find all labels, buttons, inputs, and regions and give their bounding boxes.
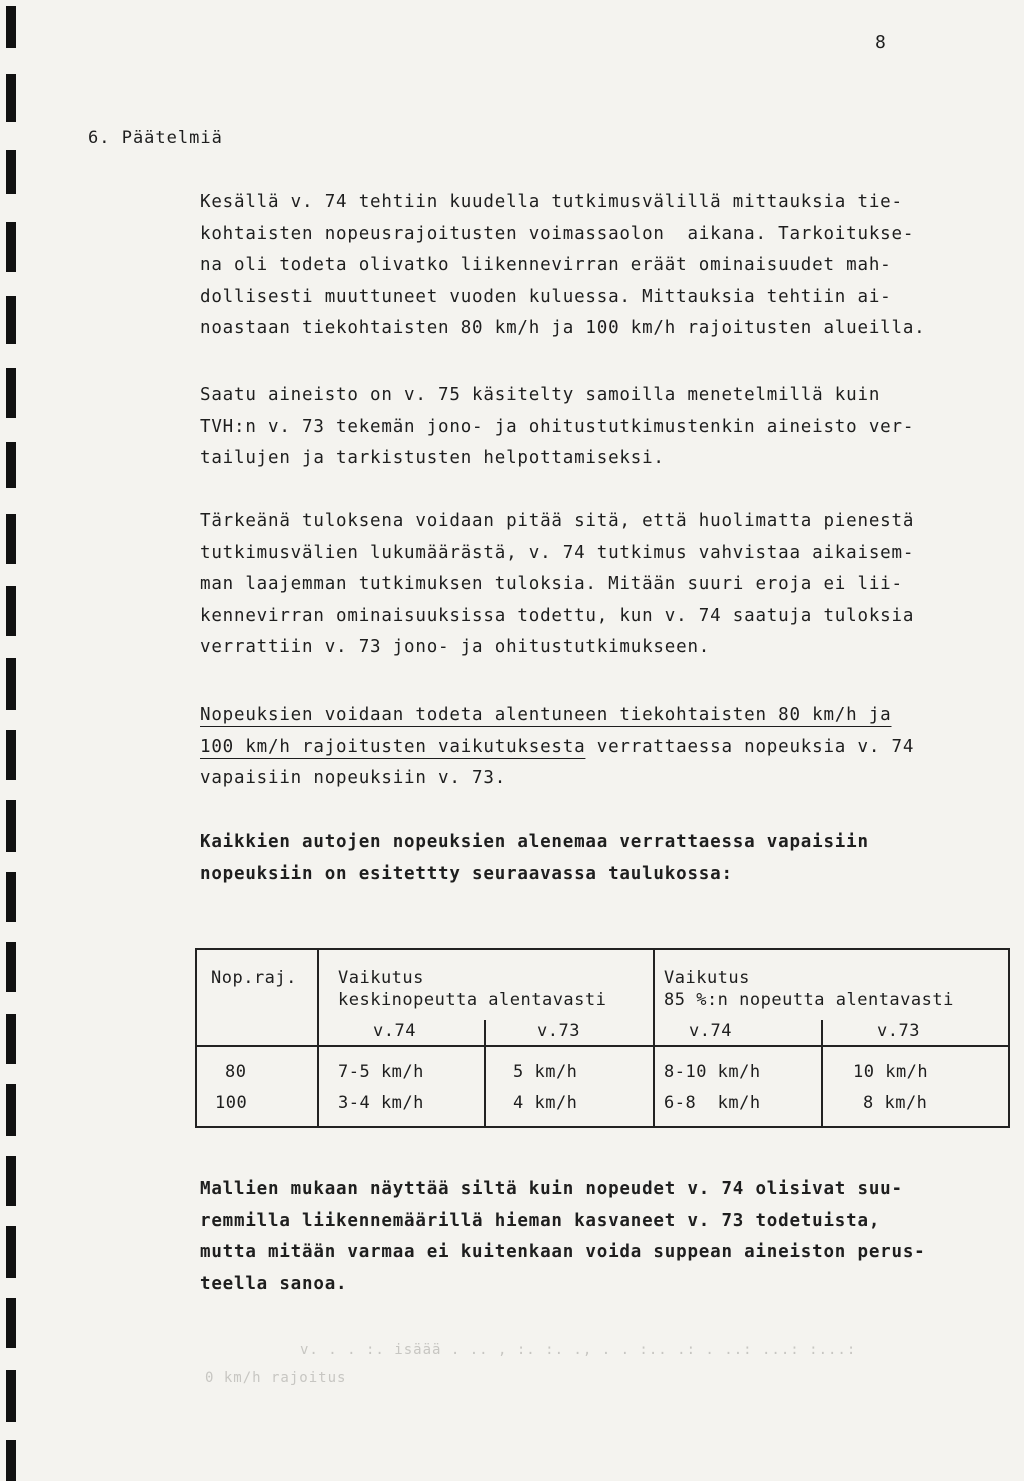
text-span: verrattaessa nopeuksia v. 74: [585, 736, 915, 757]
table-cell: 4 km/h: [513, 1093, 578, 1113]
table-header-group1: Vaikutus: [338, 968, 424, 988]
table-cell: 6-8 km/h: [664, 1093, 761, 1113]
text-line: dollisesti muuttuneet vuoden kuluessa. Mittauksia tehtiin ai-: [200, 286, 892, 307]
paragraph-material: [200, 380, 1000, 475]
table-cell: 3-4 km/h: [338, 1093, 424, 1113]
table-cell: 10 km/h: [853, 1062, 929, 1082]
binder-mark: [6, 6, 16, 48]
binder-mark: [6, 74, 16, 122]
text-line: Tärkeänä tuloksena voidaan pitää sitä, että huolimatta pienestä: [200, 511, 915, 531]
paragraph-results: [200, 506, 1000, 664]
binder-mark: [6, 514, 16, 564]
speed-reduction-table: [195, 948, 1010, 1128]
binder-mark: [6, 800, 16, 852]
text-line: TVH:n v. 73 tekemän jono- ja ohitustutkimustenkin aineisto ver-: [200, 416, 915, 437]
binder-mark: [6, 1226, 16, 1278]
underlined-text: 100 km/h rajoitusten vaikutuksesta: [200, 736, 586, 757]
binder-mark: [6, 1014, 16, 1064]
text-line: kohtaisten nopeusrajoitusten voimassaolon aikana. Tarkoitukse-: [200, 223, 915, 244]
text-line: nopeuksiin on esitettty seuraavassa taulukossa:: [200, 863, 733, 884]
table-cell-limit: 80: [225, 1062, 247, 1082]
table-subheader: v.74: [373, 1021, 416, 1041]
binder-mark: [6, 586, 16, 636]
table-cell: 8-10 km/h: [664, 1062, 761, 1082]
text-line: na oli todeta olivatko liikennevirran eräät ominaisuudet mah-: [200, 255, 892, 275]
text-line: Mallien mukaan näyttää siltä kuin nopeudet v. 74 olisivat suu-: [200, 1179, 903, 1199]
table-cell-limit: 100: [215, 1093, 248, 1113]
text-line: Saatu aineisto on v. 75 käsitelty samoilla menetelmillä kuin: [200, 385, 881, 405]
table-cell: 5 km/h: [513, 1062, 578, 1082]
text-line: man laajemman tutkimuksen tuloksia. Mitään suuri eroja ei lii-: [200, 574, 903, 594]
text-line: [200, 700, 1000, 732]
bleedthrough-text: v. . . :. isäää . .. , :. :. ., . . :.. .: . ..: ...: :...:: [300, 1342, 857, 1358]
table-subheader: v.73: [537, 1021, 580, 1041]
text-line: tutkimusvälien lukumäärästä, v. 74 tutkimus vahvistaa aikaisem-: [200, 542, 915, 563]
table-divider: [821, 1020, 823, 1126]
text-line: vapaisiin nopeuksiin v. 73.: [200, 768, 507, 788]
binder-mark: [6, 442, 16, 488]
table-divider: [653, 950, 655, 1126]
table-divider: [317, 950, 319, 1126]
binder-mark: [6, 1084, 16, 1136]
table-cell: 7-5 km/h: [338, 1062, 424, 1082]
text-line: Kesällä v. 74 tehtiin kuudella tutkimusvälillä mittauksia tie-: [200, 192, 903, 212]
paragraph-speed-conclusion: [200, 700, 1000, 795]
text-line: kennevirran ominaisuuksissa todettu, kun v. 74 saatuja tuloksia: [200, 605, 915, 626]
underlined-text: Nopeuksien voidaan todeta alentuneen tiekohtaisten 80 km/h ja: [200, 705, 892, 725]
bleedthrough-text: 0 km/h rajoitus: [205, 1370, 347, 1386]
table-cell: 8 km/h: [863, 1093, 928, 1113]
table-subheader: v.73: [877, 1021, 920, 1041]
binder-mark: [6, 296, 16, 344]
table-header-group1-sub: keskinopeutta alentavasti: [338, 990, 607, 1010]
binder-mark: [6, 368, 16, 418]
binder-mark: [6, 1298, 16, 1348]
text-line: noastaan tiekohtaisten 80 km/h ja 100 km/h rajoitusten alueilla.: [200, 318, 926, 338]
text-line: [200, 732, 1000, 764]
text-line: tailujen ja tarkistusten helpottamiseksi.: [200, 448, 665, 468]
binder-mark: [6, 1370, 16, 1422]
binder-mark: [6, 222, 16, 272]
text-line: verrattiin v. 73 jono- ja ohitustutkimukseen.: [200, 637, 711, 657]
binder-mark: [6, 1440, 16, 1481]
binder-mark: [6, 872, 16, 922]
paragraph-table-intro: [200, 827, 1000, 890]
table-divider: [197, 1045, 1008, 1047]
binder-mark: [6, 150, 16, 194]
table-header-limit: Nop.raj.: [211, 968, 297, 988]
text-line: teella sanoa.: [200, 1273, 348, 1294]
page-number: 8: [875, 32, 886, 53]
binder-mark: [6, 658, 16, 710]
binder-mark: [6, 1156, 16, 1206]
paragraph-models: [200, 1174, 1000, 1300]
section-heading: 6. Päätelmiä: [88, 128, 223, 148]
paragraph-measurements: [200, 187, 1000, 345]
binder-mark: [6, 730, 16, 780]
table-header-group2-sub: 85 %:n nopeutta alentavasti: [664, 990, 954, 1010]
text-line: remmilla liikennemäärillä hieman kasvaneet v. 73 todetuista,: [200, 1210, 881, 1231]
table-header-group2: Vaikutus: [664, 968, 750, 988]
table-divider: [484, 1020, 486, 1126]
binder-mark: [6, 942, 16, 992]
table-subheader: v.74: [689, 1021, 732, 1041]
text-line: Kaikkien autojen nopeuksien alenemaa verrattaessa vapaisiin: [200, 832, 869, 852]
text-line: mutta mitään varmaa ei kuitenkaan voida suppean aineiston perus-: [200, 1242, 926, 1262]
